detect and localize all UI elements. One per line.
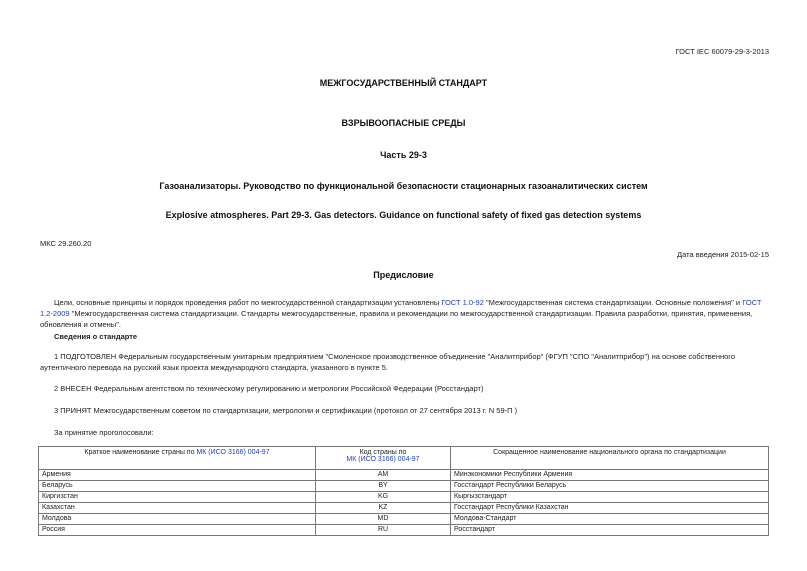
code-cell: MD (316, 514, 451, 525)
item-prepared-text: 1 ПОДГОТОВЛЕН Федеральным государственным унитарным предприятием "Смоленское производственное объединение "Аналитприбор" (ФГУП "СПО "Аналитприбор") на основе собственного аутентичного перевода на русский язык проекта международного стандарта, указанного в пункте 5. (40, 352, 736, 372)
table-row (39, 481, 769, 492)
item-prepared (40, 351, 770, 373)
part-heading: Часть 29-3 (380, 150, 427, 160)
standard-heading: МЕЖГОСУДАРСТВЕННЫЙ СТАНДАРТ (319, 78, 488, 88)
body-cell: Госстандарт Республики Беларусь (451, 481, 769, 492)
country-cell: Казахстан (39, 503, 316, 514)
table-row (39, 514, 769, 525)
mks-code: МКС 29.260.20 (40, 239, 92, 248)
gost-1-0-92-link[interactable]: ГОСТ 1.0-92 (441, 298, 484, 307)
subject-heading: ВЗРЫВООПАСНЫЕ СРЕДЫ (341, 118, 466, 128)
foreword-text-c: "Межгосударственная система стандартизации. Стандарты межгосударственные, правила и рекомендации по межгосударственной стандартизации. Правила разработки, принятия, применения, обновления и отмены". (40, 309, 753, 329)
gost-1-2-2009-link[interactable]: ГОСТ 1.2-2009 (40, 298, 762, 318)
mk-iso-3166-link[interactable]: МК (ИСО 3166) 004-97 (196, 449, 270, 456)
header-country-text: Краткое наименование страны по (84, 449, 197, 456)
foreword-heading: Предисловие (373, 270, 434, 280)
item-adopted (40, 405, 770, 416)
foreword-text-a: Цели, основные принципы и порядок проведения работ по межгосударственной стандартизации установлены (54, 298, 442, 307)
title-english: Explosive atmospheres. Part 29-3. Gas detectors. Guidance on functional safety of fixed gas detection systems (165, 210, 642, 220)
title-russian: Газоанализаторы. Руководство по функциональной безопасности стационарных газоаналитических систем (159, 181, 648, 191)
header-country-name (39, 447, 316, 470)
body-cell: Кыргызстандарт (451, 492, 769, 503)
table-row (39, 470, 769, 481)
table-header-row (39, 447, 769, 470)
introduction-date: Дата введения 2015-02-15 (677, 250, 769, 259)
code-cell: KG (316, 492, 451, 503)
country-cell: Молдова (39, 514, 316, 525)
about-standard-heading (40, 331, 770, 342)
header-code-text: Код страны по (359, 449, 407, 456)
foreword-text-b: "Межгосударственная система стандартизации. Основные положения" и (483, 298, 743, 307)
country-cell: Россия (39, 525, 316, 536)
table-row (39, 492, 769, 503)
table-row (39, 525, 769, 536)
code-cell: KZ (316, 503, 451, 514)
country-cell: Беларусь (39, 481, 316, 492)
mk-iso-3166-code-link[interactable]: МК (ИСО 3166) 004-97 (346, 456, 420, 463)
voting-table (38, 446, 769, 536)
header-national-body: Сокращенное наименование национального органа по стандартизации (451, 447, 769, 470)
foreword-paragraph (40, 297, 770, 330)
item-submitted-text: 2 ВНЕСЕН Федеральным агентством по техническому регулированию и метрологии Российской Федерации (Росстандарт) (54, 384, 484, 393)
item-adopted-text: 3 ПРИНЯТ Межгосударственным советом по стандартизации, метрологии и сертификации (протокол от 27 сентября 2013 г. N 59-П ) (54, 406, 518, 415)
item-submitted (40, 383, 770, 394)
country-cell: Киргизстан (39, 492, 316, 503)
country-cell: Армения (39, 470, 316, 481)
code-cell: AM (316, 470, 451, 481)
body-cell: Минэкономики Республики Армения (451, 470, 769, 481)
body-cell: Росстандарт (451, 525, 769, 536)
code-cell: RU (316, 525, 451, 536)
header-country-code (316, 447, 451, 470)
body-cell: Молдова-Стандарт (451, 514, 769, 525)
body-cell: Госстандарт Республики Казахстан (451, 503, 769, 514)
about-standard-label: Сведения о стандарте (54, 332, 138, 341)
voted-label (40, 427, 770, 438)
code-cell: BY (316, 481, 451, 492)
voted-text: За принятие проголосовали: (54, 428, 154, 437)
table-row (39, 503, 769, 514)
document-code: ГОСТ IEC 60079-29-3-2013 (675, 47, 769, 56)
